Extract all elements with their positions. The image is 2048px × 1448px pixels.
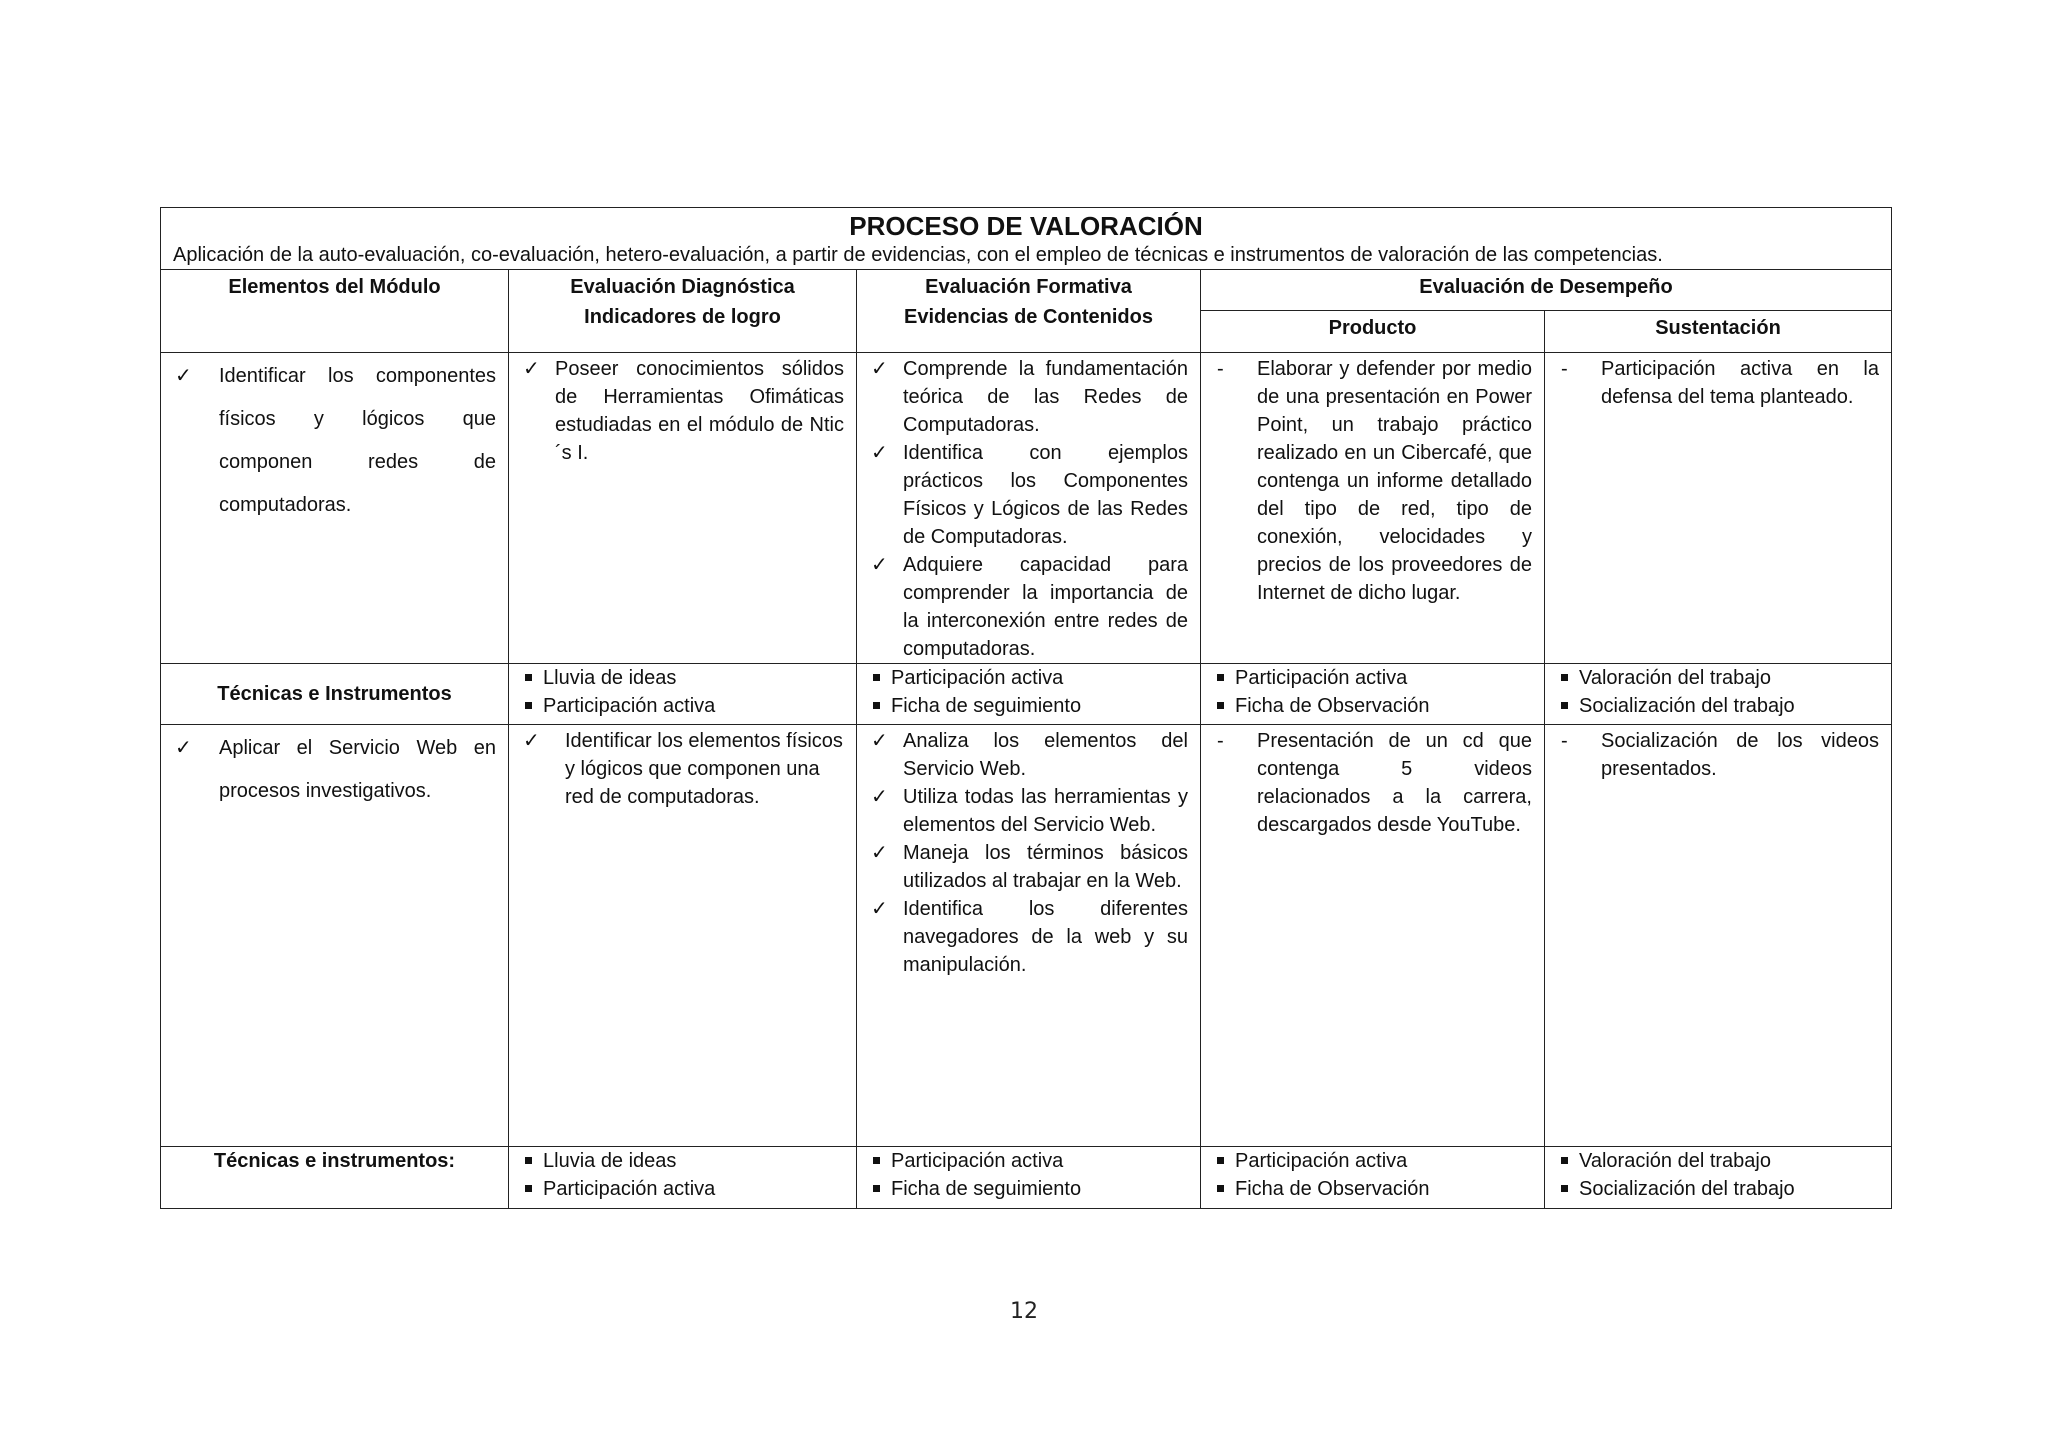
header-desempeno: Evaluación de Desempeño xyxy=(1201,270,1892,311)
elemento-list xyxy=(173,355,496,527)
tecnicas-label: Técnicas e instrumentos: xyxy=(161,1147,509,1209)
list-item: ✓ Utiliza todas las herramientas y elementos del Servicio Web. xyxy=(869,783,1188,839)
list-item: Lluvia de ideas xyxy=(521,1147,844,1175)
list-item: ✓ Adquiere capacidad para comprender la importancia de la interconexión entre redes de computadoras. xyxy=(869,551,1188,663)
tecnicas-formativa xyxy=(857,1147,1201,1209)
valoracion-table xyxy=(160,207,1892,1209)
list-item: Ficha de seguimiento xyxy=(869,1175,1188,1203)
table-subtitle: Aplicación de la auto-evaluación, co-evaluación, hetero-evaluación, a partir de evidencias, con el empleo de técnicas e instrumentos de valoración de las competencias. xyxy=(173,244,1663,266)
table-row xyxy=(161,664,1892,725)
list-item: Participación activa xyxy=(521,1175,844,1203)
formativa-cell xyxy=(857,353,1201,664)
tecnicas-label: Técnicas e Instrumentos xyxy=(161,664,509,725)
list-item: Valoración del trabajo xyxy=(1557,1147,1879,1175)
header-elementos: Elementos del Módulo xyxy=(161,270,509,353)
list-item: ✓ Aplicar el Servicio Web en procesos investigativos. xyxy=(173,727,496,813)
tecnicas-sustentacion xyxy=(1545,1147,1892,1209)
tecnicas-producto xyxy=(1201,1147,1545,1209)
list-item: ✓ Comprende la fundamentación teórica de las Redes de Computadoras. xyxy=(869,355,1188,439)
formativa-cell xyxy=(857,725,1201,1147)
list-item: Ficha de seguimiento xyxy=(869,692,1188,720)
list-item: Lluvia de ideas xyxy=(521,664,844,692)
title-cell xyxy=(161,208,1892,270)
table-row xyxy=(161,725,1892,1147)
list-item: - Presentación de un cd que contenga 5 videos relacionados a la carrera, descargados desde YouTube. xyxy=(1213,727,1532,839)
list-item: - Participación activa en la defensa del tema planteado. xyxy=(1557,355,1879,411)
list-item: Valoración del trabajo xyxy=(1557,664,1879,692)
elemento-cell xyxy=(161,725,509,1147)
list-item: ✓ Poseer conocimientos sólidos de Herramientas Ofimáticas estudiadas en el módulo de Ntic´s I. xyxy=(521,355,844,467)
header-producto: Producto xyxy=(1201,311,1545,353)
diagnostica-cell xyxy=(509,725,857,1147)
table-row xyxy=(161,1147,1892,1209)
list-item: ✓ Identifica con ejemplos prácticos los Componentes Físicos y Lógicos de las Redes de Computadoras. xyxy=(869,439,1188,551)
producto-cell xyxy=(1201,725,1545,1147)
list-item: - Socialización de los videos presentados. xyxy=(1557,727,1879,783)
list-item: ✓ Identificar los elementos físicos y lógicos que componen una red de computadoras. xyxy=(521,727,844,811)
list-item: Participación activa xyxy=(869,1147,1188,1175)
list-item: Participación activa xyxy=(1213,1147,1532,1175)
diagnostica-cell xyxy=(509,353,857,664)
list-item: ✓ Identificar los componentes físicos y lógicos que componen redes de computadoras. xyxy=(173,355,496,527)
list-item: Participación activa xyxy=(869,664,1188,692)
table-title: PROCESO DE VALORACIÓN xyxy=(849,211,1203,241)
tecnicas-diagnostica xyxy=(509,1147,857,1209)
tecnicas-formativa xyxy=(857,664,1201,725)
tecnicas-sustentacion xyxy=(1545,664,1892,725)
list-item: Socialización del trabajo xyxy=(1557,692,1879,720)
list-item: Participación activa xyxy=(1213,664,1532,692)
tecnicas-producto xyxy=(1201,664,1545,725)
list-item: ✓ Analiza los elementos del Servicio Web. xyxy=(869,727,1188,783)
list-item: Ficha de Observación xyxy=(1213,1175,1532,1203)
list-item: - Elaborar y defender por medio de una presentación en Power Point, un trabajo práctico realizado en un Cibercafé, que contenga un informe detallado del tipo de red, tipo de conexión, velocidades y precios de los proveedores de Internet de dicho lugar. xyxy=(1213,355,1532,607)
list-item: ✓ Maneja los términos básicos utilizados al trabajar en la Web. xyxy=(869,839,1188,895)
list-item: Participación activa xyxy=(521,692,844,720)
page-number: 12 xyxy=(1010,1299,1038,1324)
sustentacion-cell xyxy=(1545,353,1892,664)
elemento-cell xyxy=(161,353,509,664)
list-item: Ficha de Observación xyxy=(1213,692,1532,720)
tecnicas-diagnostica xyxy=(509,664,857,725)
header-formativa: Evaluación Formativa Evidencias de Contenidos xyxy=(857,270,1201,353)
header-diagnostica: Evaluación Diagnóstica Indicadores de logro xyxy=(509,270,857,353)
header-sustentacion: Sustentación xyxy=(1545,311,1892,353)
list-item: ✓ Identifica los diferentes navegadores de la web y su manipulación. xyxy=(869,895,1188,979)
table-row xyxy=(161,353,1892,664)
list-item: Socialización del trabajo xyxy=(1557,1175,1879,1203)
producto-cell xyxy=(1201,353,1545,664)
sustentacion-cell xyxy=(1545,725,1892,1147)
